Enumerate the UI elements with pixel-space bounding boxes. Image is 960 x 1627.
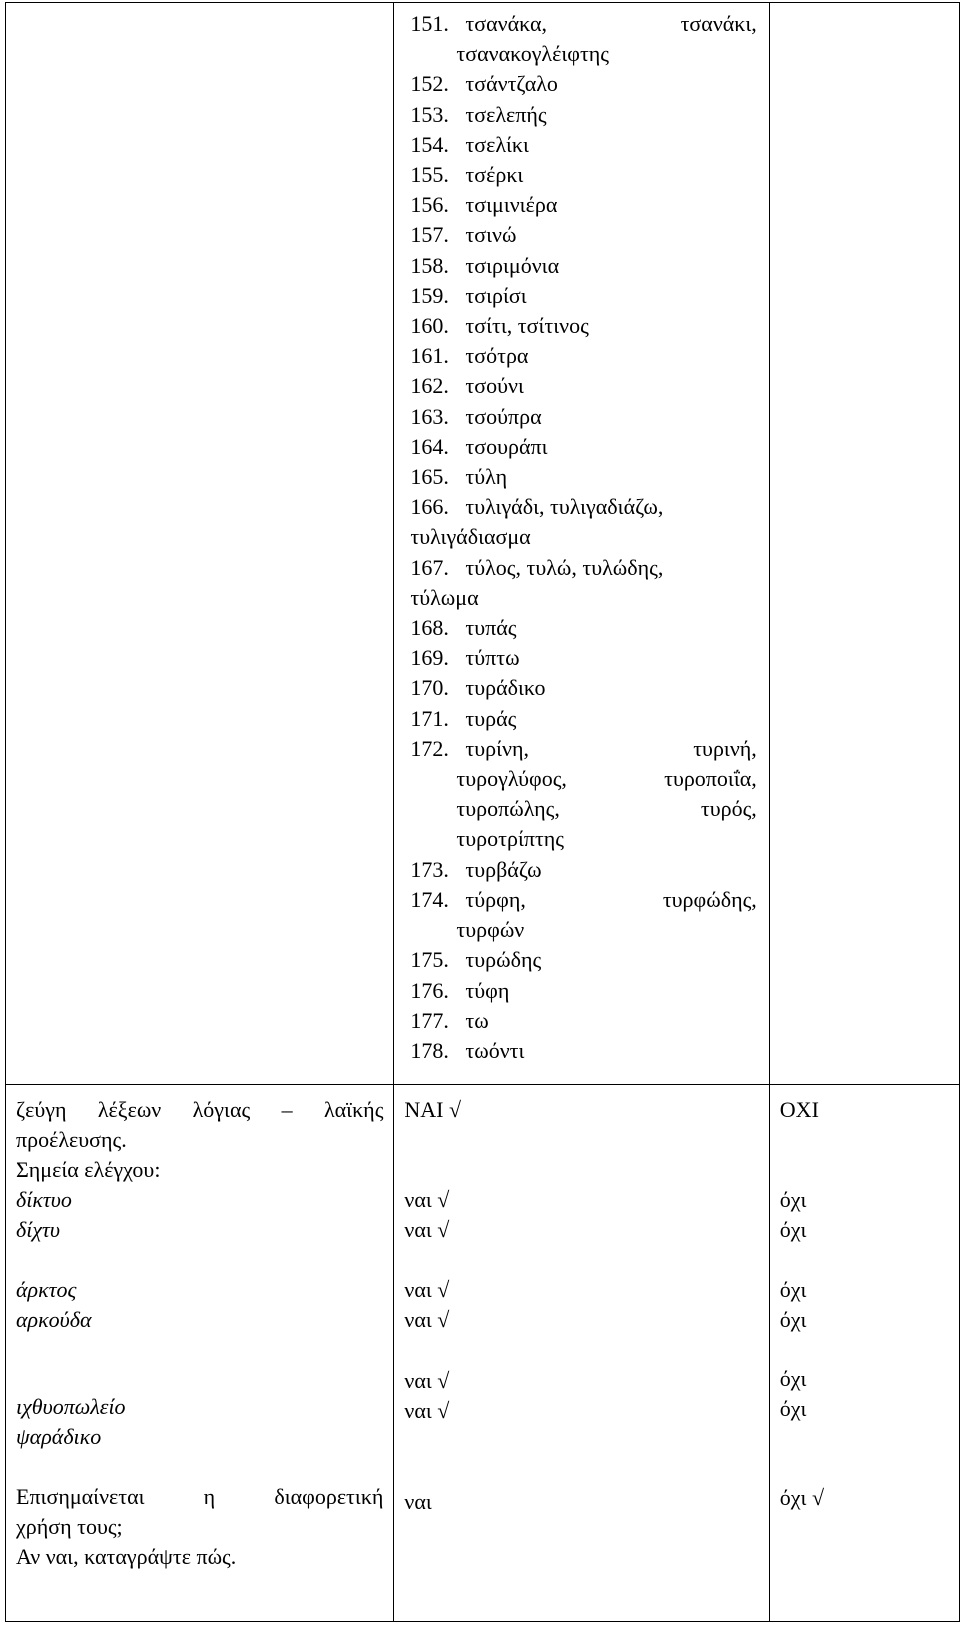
item-number: 153. (410, 101, 449, 127)
item-text: τσινώ (465, 222, 517, 248)
list-item: τυρογλύφος, τυροποιΐα, (456, 766, 757, 792)
list-item-continuation: τύλωμα (410, 584, 479, 610)
list-item (410, 462, 756, 492)
criteria-cell (6, 1085, 394, 1622)
item-number: 170. (410, 675, 449, 701)
item-text: τσίτι, τσίτινος (465, 313, 589, 339)
list-item (410, 160, 756, 190)
no-mark: όχι (779, 1217, 807, 1242)
yes-mark: ναι √ (404, 1368, 450, 1393)
item-text: τσιριμόνια (465, 252, 560, 278)
item-number: 160. (410, 313, 449, 339)
item-number: 163. (410, 403, 449, 429)
item-number: 151. (410, 11, 449, 36)
no-mark: όχι (779, 1396, 807, 1421)
item-text: τύλη (465, 464, 508, 490)
item-number: 173. (410, 856, 449, 882)
list-item (410, 613, 756, 643)
list-item (410, 1036, 756, 1066)
item-number: 172. (410, 735, 449, 761)
criteria-text: ζεύγη λέξεων λόγιας – λαϊκής (16, 1097, 384, 1122)
list-item (410, 885, 756, 915)
question-text: χρήση τους; (16, 1514, 123, 1539)
item-number: 167. (410, 554, 449, 580)
yes-mark: ναι √ (404, 1277, 450, 1302)
criteria-text: προέλευσης. (16, 1127, 127, 1152)
list-item (410, 69, 756, 99)
item-number: 158. (410, 252, 449, 278)
list-item (410, 371, 756, 401)
list-item-continuation: τυλιγάδιασμα (410, 524, 531, 550)
item-text: τσανάκα, τσανάκι, (465, 11, 757, 36)
empty-cell (6, 3, 394, 1085)
yes-mark: ναι √ (404, 1398, 450, 1423)
item-text: τυλιγάδι, τυλιγαδιάζω, (465, 494, 664, 520)
item-text: τσιρίσι (465, 282, 527, 308)
list-item: τσανακογλέιφτης (456, 41, 610, 67)
item-text: τυράς (465, 705, 517, 731)
list-item (410, 643, 756, 673)
example-word: δίκτυο (16, 1187, 72, 1212)
item-text: τσούπρα (465, 403, 542, 429)
item-text: τυρίνη, τυρινή, (465, 735, 757, 761)
word-list-cell (394, 3, 769, 1085)
item-number: 168. (410, 615, 449, 641)
list-item (410, 190, 756, 220)
question-text: Επισημαίνεται η διαφορετική (16, 1484, 384, 1509)
list-item (410, 855, 756, 885)
yes-mark: ναι √ (404, 1217, 450, 1242)
list-item (410, 673, 756, 703)
example-word: αρκούδα (16, 1307, 92, 1332)
no-header: ΟΧΙ (779, 1097, 819, 1122)
item-number: 155. (410, 162, 449, 188)
item-text: τύλος, τυλώ, τυλώδης, (465, 554, 664, 580)
item-number: 175. (410, 947, 449, 973)
yes-cell (394, 1085, 769, 1622)
list-item (410, 9, 756, 39)
yes-mark: ναι (404, 1489, 432, 1514)
example-word: δίχτυ (16, 1217, 60, 1242)
no-mark: όχι √ (779, 1485, 825, 1510)
item-text: τσούνι (465, 373, 524, 399)
item-number: 178. (410, 1037, 449, 1063)
item-number: 154. (410, 131, 449, 157)
item-text: τω (465, 1007, 489, 1033)
item-text: τσελίκι (465, 131, 529, 157)
item-number: 159. (410, 282, 449, 308)
item-number: 176. (410, 977, 449, 1003)
list-item (410, 704, 756, 734)
item-number: 171. (410, 705, 449, 731)
checkpoints-label: Σημεία ελέγχου: (16, 1157, 161, 1182)
item-number: 152. (410, 71, 449, 97)
list-item (410, 734, 756, 764)
list-item (410, 945, 756, 975)
item-number: 177. (410, 1007, 449, 1033)
item-number: 157. (410, 222, 449, 248)
yes-mark: ναι √ (404, 1187, 450, 1212)
item-text: τσέρκι (465, 162, 524, 188)
empty-cell (769, 3, 959, 1085)
no-cell (769, 1085, 959, 1622)
item-text: τωόντι (465, 1037, 525, 1063)
yes-header: ΝΑΙ √ (404, 1097, 462, 1122)
list-item (410, 100, 756, 130)
item-text: τύφη (465, 977, 510, 1003)
item-text: τυράδικο (465, 675, 546, 701)
list-item (410, 976, 756, 1006)
item-text: τυρώδης (465, 947, 542, 973)
example-word: ψαράδικο (16, 1424, 102, 1449)
list-item (410, 492, 756, 522)
list-item (410, 130, 756, 160)
list-item (410, 1006, 756, 1036)
list-item: τυροπώλης, τυρός, (456, 796, 757, 822)
item-number: 165. (410, 464, 449, 490)
list-item: τυροτρίπτης (456, 826, 565, 852)
item-number: 174. (410, 886, 449, 912)
item-number: 169. (410, 645, 449, 671)
checklist-table (5, 2, 960, 1622)
item-text: τσότρα (465, 343, 529, 369)
table-row (6, 3, 960, 1085)
example-word: άρκτος (16, 1277, 77, 1302)
item-text: τσουράπι (465, 433, 548, 459)
item-text: τσιμινιέρα (465, 192, 558, 218)
no-mark: όχι (779, 1307, 807, 1332)
word-list (394, 3, 768, 1066)
table-row (6, 1085, 960, 1622)
item-number: 162. (410, 373, 449, 399)
list-item (410, 220, 756, 250)
item-text: τυρβάζω (465, 856, 542, 882)
question-text: Αν ναι, καταγράψτε πώς. (16, 1544, 237, 1569)
list-item (410, 311, 756, 341)
no-mark: όχι (779, 1187, 807, 1212)
example-word: ιχθυοπωλείο (16, 1394, 126, 1419)
item-text: τυπάς (465, 615, 517, 641)
list-item (410, 281, 756, 311)
item-number: 166. (410, 494, 449, 520)
list-item (410, 251, 756, 281)
list-item: τυρφών (456, 917, 525, 943)
list-item (410, 402, 756, 432)
item-number: 156. (410, 192, 449, 218)
list-item (410, 432, 756, 462)
item-number: 161. (410, 343, 449, 369)
item-text: τσάντζαλο (465, 71, 558, 97)
item-text: τύρφη, τυρφώδης, (465, 886, 757, 912)
item-text: τύπτω (465, 645, 520, 671)
no-mark: όχι (779, 1277, 807, 1302)
no-mark: όχι (779, 1366, 807, 1391)
item-number: 164. (410, 433, 449, 459)
item-text: τσελεπής (465, 101, 547, 127)
yes-mark: ναι √ (404, 1307, 450, 1332)
list-item (410, 553, 756, 583)
list-item (410, 341, 756, 371)
